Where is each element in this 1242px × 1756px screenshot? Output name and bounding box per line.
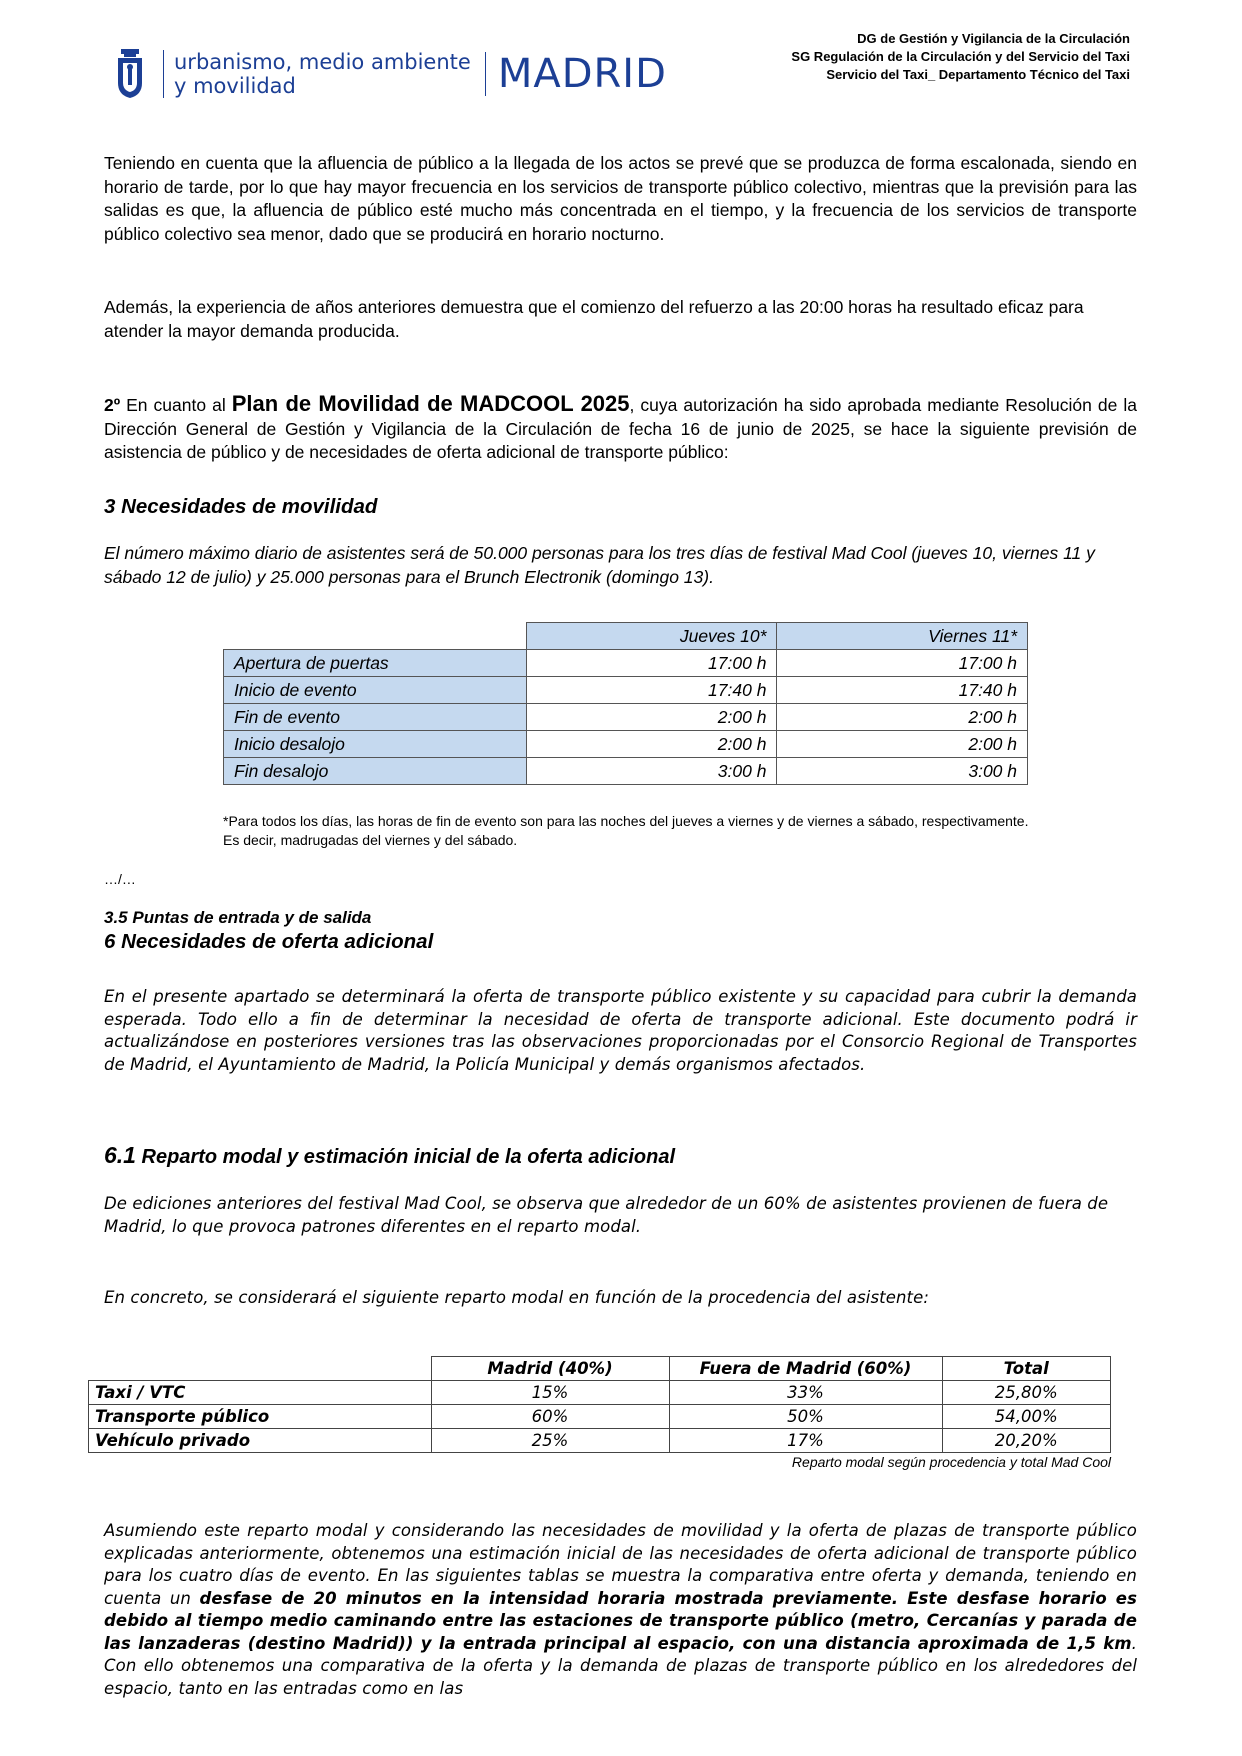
paragraph-attendance: El número máximo diario de asistentes será de 50.000 personas para los tres días de festival Mad Cool (jueves 10, viernes 11 y sábado 12 de julio) y 25.000 personas para el Brunch Electronik (domingo 13).: [104, 543, 1095, 587]
table-row: [224, 758, 1028, 785]
estimation-bold-text: desfase de 20 minutos en la intensidad horaria mostrada previamente. Este desfase horario es debido al tiempo medio caminando entre las estaciones de transporte público (metro, Cercanías y parada de las lanzaderas (destino Madrid)) y la entrada principal al espacio, con una distancia aproximada de 1,5 km: [104, 1588, 1137, 1653]
row-label: Taxi / VTC: [89, 1381, 432, 1405]
paragraph-plan: [104, 392, 1137, 465]
table-row: [224, 650, 1028, 677]
madrid-logo: [115, 48, 667, 100]
table-header-row: [224, 623, 1028, 650]
table-row: [89, 1381, 1111, 1405]
table-cell: 3:00 h: [777, 758, 1028, 785]
table-footnote: *Para todos los días, las horas de fin de evento son para las noches del jueves a viernes y de viernes a sábado, respectivamente. Es decir, madrugadas del viernes y del sábado.: [223, 813, 1029, 848]
row-label: Vehículo privado: [89, 1429, 432, 1453]
table-cell: 3:00 h: [526, 758, 777, 785]
table-row: [224, 731, 1028, 758]
column-header: Jueves 10*: [526, 623, 777, 650]
madrid-crest-icon: [115, 49, 145, 99]
table-cell: 17:00 h: [526, 650, 777, 677]
department-line-2: y movilidad: [174, 74, 296, 98]
table-row: [224, 677, 1028, 704]
paragraph-2: Además, la experiencia de años anteriores demuestra que el comienzo del refuerzo a las 20:00 horas ha resultado eficaz para atender la mayor demanda producida.: [104, 297, 1084, 341]
row-label: Fin desalojo: [224, 758, 527, 785]
paragraph-estimation: [104, 1520, 1137, 1700]
column-header: Fuera de Madrid (60%): [669, 1357, 942, 1381]
table-row: [89, 1429, 1111, 1453]
heading-3: 3 Necesidades de movilidad: [104, 495, 378, 518]
paragraph-modal-intro: En concreto, se considerará el siguiente reparto modal en función de la procedencia del asistente:: [104, 1288, 930, 1307]
heading-6-1-number: 6.1: [104, 1142, 136, 1168]
heading-6-1: [104, 1144, 1137, 1170]
table-header-row: [89, 1357, 1111, 1381]
paragraph-offer: En el presente apartado se determinará la oferta de transporte público existente y su capacidad para cubrir la demanda esperada. Todo ello a fin de determinar la necesidad de oferta de transporte adicional. Este documento podrá ir actualizándose en posteriores versiones tras las observaciones proporcionadas por el Consorcio Regional de Transportes de Madrid, el Ayuntamiento de Madrid, la Policía Municipal y demás organismos afectados.: [104, 987, 1137, 1074]
table-cell: 33%: [669, 1381, 942, 1405]
paragraph-origin: De ediciones anteriores del festival Mad Cool, se observa que alrededor de un 60% de asistentes provienen de fuera de Madrid, lo que provoca patrones diferentes en el reparto modal.: [104, 1194, 1109, 1236]
table-cell: 50%: [669, 1405, 942, 1429]
table-cell: 15%: [431, 1381, 669, 1405]
table-row: [89, 1405, 1111, 1429]
column-header: Madrid (40%): [431, 1357, 669, 1381]
schedule-table: [223, 622, 1028, 785]
table-row: [224, 704, 1028, 731]
heading-6-1-text: Reparto modal y estimación inicial de la oferta adicional: [141, 1146, 676, 1168]
plan-text: , cuya autorización ha sido aprobada mediante Resolución de la Dirección General de Gestión y Vigilancia de la Circulación de fecha 16 de junio de 2025, se hace la siguiente previsión de asistencia de público y de necesidades de oferta adicional de transporte público:: [104, 395, 1137, 462]
header-department-info: [791, 30, 1130, 84]
column-header: Total: [942, 1357, 1111, 1381]
row-label: Inicio desalojo: [224, 731, 527, 758]
header-line-1: DG de Gestión y Vigilancia de la Circulación: [857, 31, 1130, 46]
table-cell: 2:00 h: [777, 731, 1028, 758]
paragraph-1: Teniendo en cuenta que la afluencia de público a la llegada de los actos se prevé que se produzca de forma escalonada, siendo en horario de tarde, por lo que hay mayor frecuencia en los servicios de transporte público colectivo, mientras que la previsión para las salidas es que, la afluencia de público esté mucho más concentrada en el tiempo, y la frecuencia de los servicios de transporte público colectivo sea menor, dado que se producirá en horario nocturno.: [104, 153, 1137, 244]
header-line-3: Servicio del Taxi_ Departamento Técnico del Taxi: [826, 67, 1130, 82]
table-cell: 54,00%: [942, 1405, 1111, 1429]
modal-split-table: [88, 1356, 1111, 1453]
row-label: Apertura de puertas: [224, 650, 527, 677]
table-cell: 17:40 h: [526, 677, 777, 704]
heading-3-5: 3.5 Puntas de entrada y de salida: [104, 908, 372, 927]
section-number: 2º: [104, 395, 121, 415]
heading-6: 6 Necesidades de oferta adicional: [104, 930, 434, 953]
table-cell: 17:40 h: [777, 677, 1028, 704]
row-label: Inicio de evento: [224, 677, 527, 704]
estimation-text-1: Asumiendo este reparto modal y considerando las necesidades de movilidad y la oferta de plazas de transporte público explicadas anteriormente, obtenemos una estimación inicial de las necesidades de oferta adicional de transporte público para los cuatro días de evento. En las siguientes tablas se muestra la comparativa entre oferta y demanda, teniendo en cuenta un: [104, 1521, 1137, 1608]
department-name: [163, 50, 471, 98]
header-line-2: SG Regulación de la Circulación y del Servicio del Taxi: [791, 49, 1130, 64]
row-label: Transporte público: [89, 1405, 432, 1429]
table-cell: 60%: [431, 1405, 669, 1429]
table-cell: 25%: [431, 1429, 669, 1453]
plan-name: Plan de Movilidad de MADCOOL 2025: [231, 391, 630, 416]
table-cell: 17:00 h: [777, 650, 1028, 677]
estimation-text-2: . Con ello obtenemos una comparativa de la oferta y la demanda de plazas de transporte público en los alrededores del espacio, tanto en las entradas como en las: [104, 1633, 1137, 1698]
plan-intro: En cuanto al: [120, 395, 232, 415]
ellipsis-marker: …/…: [104, 871, 136, 887]
row-label: Fin de evento: [224, 704, 527, 731]
table-cell: 17%: [669, 1429, 942, 1453]
table-cell: 2:00 h: [526, 704, 777, 731]
column-header: Viernes 11*: [777, 623, 1028, 650]
table-cell: 20,20%: [942, 1429, 1111, 1453]
city-name: MADRID: [485, 52, 667, 96]
table-caption: Reparto modal según procedencia y total Mad Cool: [791, 1454, 1111, 1470]
department-line-1: urbanismo, medio ambiente: [174, 50, 471, 74]
table-cell: 25,80%: [942, 1381, 1111, 1405]
table-cell: 2:00 h: [526, 731, 777, 758]
table-cell: 2:00 h: [777, 704, 1028, 731]
